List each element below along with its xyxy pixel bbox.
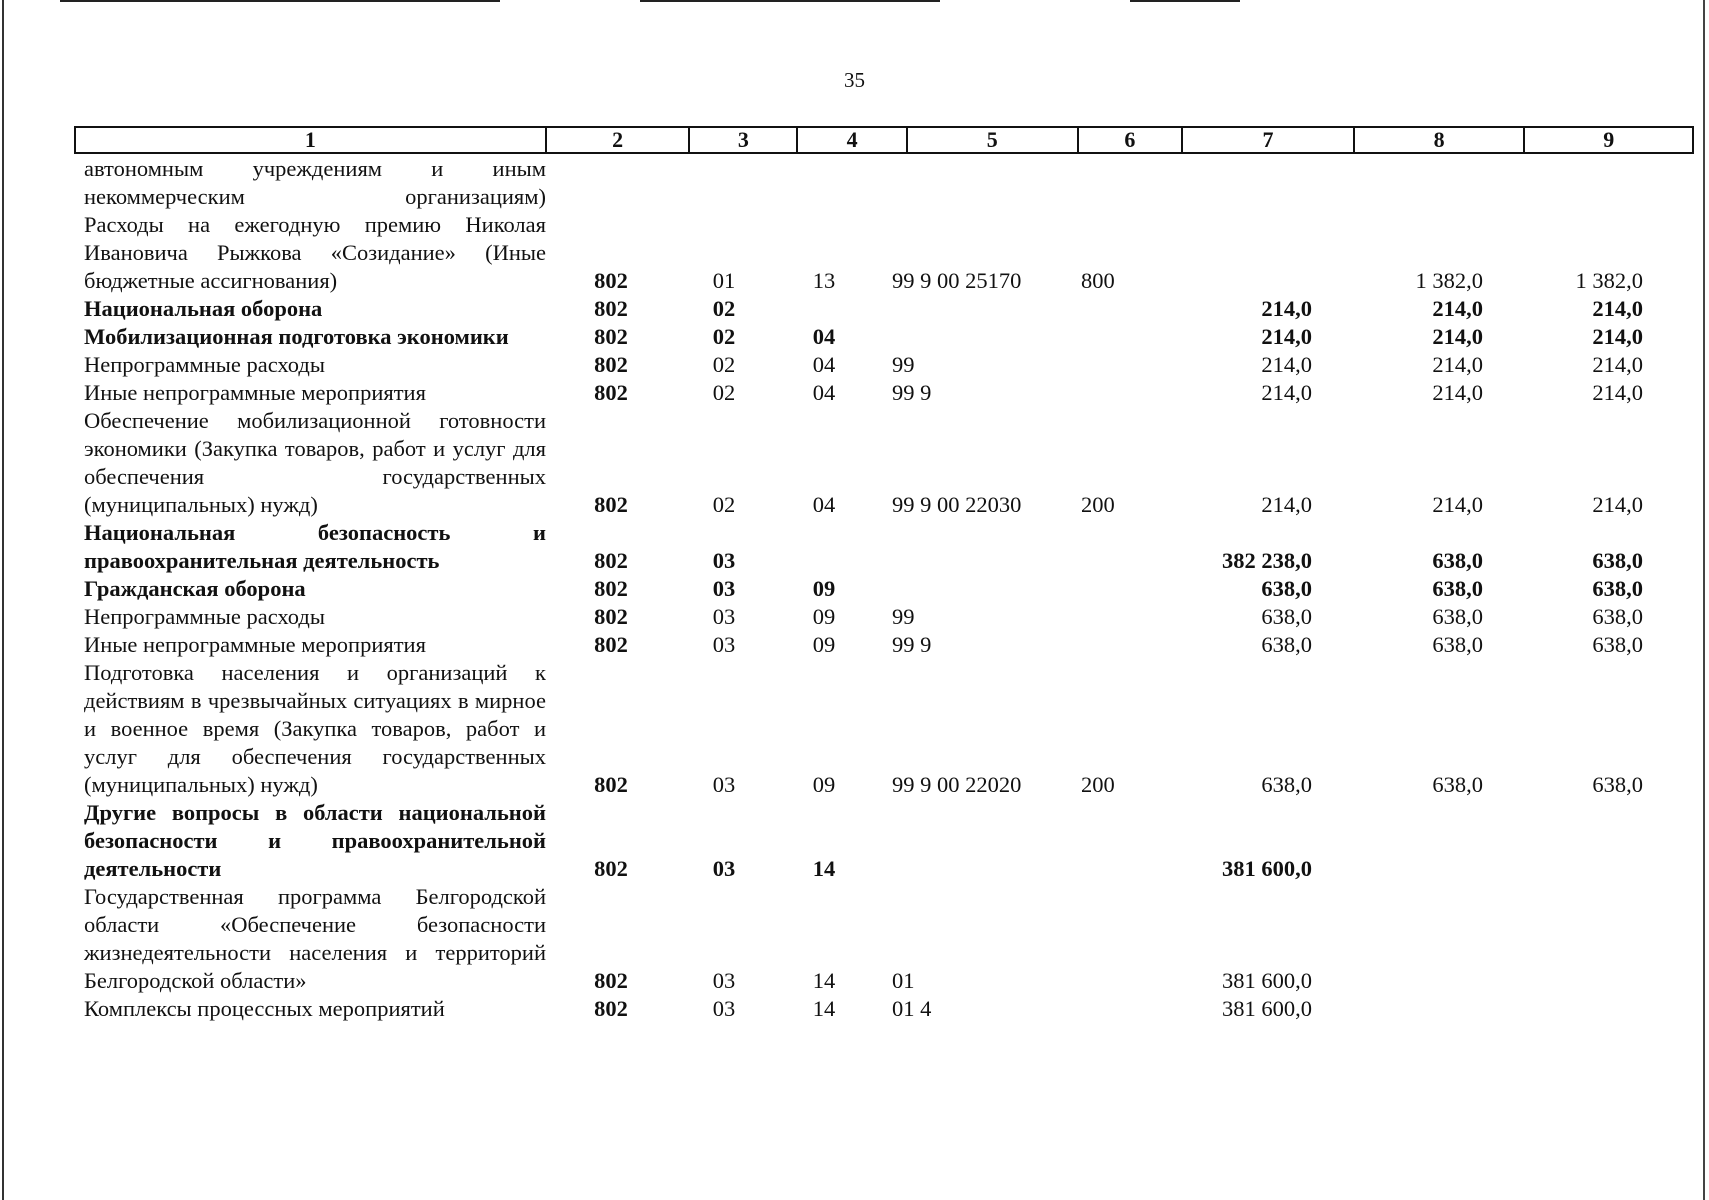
cell-amount-year3: 638,0 (1592, 576, 1643, 601)
header-col-3: 3 (690, 128, 798, 152)
table-row (74, 211, 1694, 295)
cell-section: 02 (712, 380, 736, 405)
table-row (74, 603, 1694, 631)
row-name: Национальная безопасность и правоохранительная деятельность (84, 520, 546, 573)
cell-amount-year2: 214,0 (1432, 296, 1483, 321)
cell-ministry: 802 (594, 548, 628, 573)
cell-amount-year2: 638,0 (1432, 548, 1483, 573)
cell-amount-year2: 638,0 (1432, 576, 1483, 601)
table-row (74, 883, 1694, 995)
header-col-2: 2 (547, 128, 691, 152)
cell-section: 03 (712, 604, 736, 629)
cell-amount-year1: 638,0 (1261, 772, 1312, 797)
header-col-7: 7 (1183, 128, 1355, 152)
cell-amount-year1: 381 600,0 (1222, 968, 1312, 993)
cell-subsection: 04 (812, 352, 836, 377)
header-col-9: 9 (1603, 127, 1615, 152)
cell-subsection: 09 (812, 772, 836, 797)
cell-ministry: 802 (594, 968, 628, 993)
cell-target-article: 01 (892, 968, 915, 993)
cell-section: 02 (712, 352, 736, 377)
cell-amount-year2: 638,0 (1432, 604, 1483, 629)
cell-ministry: 802 (594, 380, 628, 405)
cell-amount-year2: 214,0 (1432, 324, 1483, 349)
cell-section: 02 (712, 492, 736, 517)
top-scan-edge (640, 0, 940, 2)
cell-ministry: 802 (594, 492, 628, 517)
table-row (74, 379, 1694, 407)
cell-section: 03 (712, 856, 736, 881)
cell-target-article: 01 4 (892, 996, 932, 1021)
cell-section: 02 (712, 296, 736, 321)
cell-amount-year2: 214,0 (1432, 380, 1483, 405)
row-name: Государственная программа Белгородской области «Обеспечение безопасности жизнедеятельности населения и территорий Белгородской области» (84, 884, 546, 993)
row-name: автономным учреждениям и иным некоммерческим организациям) (84, 156, 546, 209)
cell-amount-year3: 214,0 (1592, 296, 1643, 321)
table-row (74, 519, 1694, 575)
cell-subsection: 14 (812, 968, 836, 993)
header-col-5: 5 (908, 128, 1079, 152)
cell-expense-type: 200 (1081, 492, 1115, 517)
cell-subsection: 09 (812, 604, 836, 629)
table-row (74, 407, 1694, 519)
cell-ministry: 802 (594, 324, 628, 349)
table-row (74, 575, 1694, 603)
cell-amount-year3: 638,0 (1592, 632, 1643, 657)
cell-ministry: 802 (594, 268, 628, 293)
table-row (74, 659, 1694, 799)
cell-amount-year1: 638,0 (1261, 632, 1312, 657)
cell-amount-year1: 214,0 (1261, 296, 1312, 321)
cell-subsection: 04 (812, 492, 836, 517)
header-col-4: 4 (798, 128, 908, 152)
left-scan-edge (2, 0, 4, 1200)
table-row (74, 323, 1694, 351)
cell-ministry: 802 (594, 296, 628, 321)
cell-ministry: 802 (594, 856, 628, 881)
row-name: Непрограммные расходы (84, 604, 325, 629)
top-scan-edge (60, 0, 500, 2)
page-number: 35 (844, 68, 865, 92)
cell-amount-year1: 382 238,0 (1222, 548, 1312, 573)
cell-amount-year1: 638,0 (1261, 604, 1312, 629)
cell-amount-year2: 214,0 (1432, 492, 1483, 517)
cell-expense-type: 200 (1081, 772, 1115, 797)
cell-section: 02 (712, 324, 736, 349)
cell-amount-year1: 214,0 (1261, 380, 1312, 405)
cell-amount-year3: 638,0 (1592, 772, 1643, 797)
cell-amount-year1: 381 600,0 (1222, 856, 1312, 881)
cell-section: 03 (712, 632, 736, 657)
cell-target-article: 99 9 00 22020 (892, 772, 1022, 797)
cell-subsection: 04 (812, 324, 836, 349)
cell-target-article: 99 9 (892, 380, 932, 405)
row-name: Иные непрограммные мероприятия (84, 380, 426, 405)
cell-amount-year2: 214,0 (1432, 352, 1483, 377)
cell-section: 03 (712, 996, 736, 1021)
cell-subsection: 09 (812, 576, 836, 601)
cell-amount-year3: 638,0 (1592, 604, 1643, 629)
cell-ministry: 802 (594, 996, 628, 1021)
cell-subsection: 04 (812, 380, 836, 405)
cell-subsection: 14 (812, 996, 836, 1021)
top-scan-edge (1130, 0, 1240, 2)
row-name: Непрограммные расходы (84, 352, 325, 377)
cell-amount-year1: 214,0 (1261, 352, 1312, 377)
table-row (74, 155, 1694, 211)
right-scan-edge (1703, 0, 1705, 1200)
cell-amount-year3: 214,0 (1592, 492, 1643, 517)
cell-target-article: 99 (892, 604, 915, 629)
cell-amount-year1: 214,0 (1261, 324, 1312, 349)
row-name: Мобилизационная подготовка экономики (84, 324, 509, 349)
cell-ministry: 802 (594, 604, 628, 629)
row-name: Расходы на ежегодную премию Николая Ивановича Рыжкова «Созидание» (Иные бюджетные ассигнования) (84, 212, 546, 293)
row-name: Комплексы процессных мероприятий (84, 996, 445, 1021)
cell-amount-year3: 214,0 (1592, 352, 1643, 377)
cell-amount-year1: 381 600,0 (1222, 996, 1312, 1021)
cell-ministry: 802 (594, 632, 628, 657)
cell-target-article: 99 9 (892, 632, 932, 657)
header-col-8: 8 (1355, 128, 1526, 152)
table-row (74, 351, 1694, 379)
cell-amount-year2: 638,0 (1432, 772, 1483, 797)
row-name: Гражданская оборона (84, 576, 306, 601)
cell-section: 01 (712, 268, 736, 293)
cell-ministry: 802 (594, 352, 628, 377)
cell-subsection: 09 (812, 632, 836, 657)
table-header (74, 126, 1694, 154)
cell-amount-year3: 214,0 (1592, 324, 1643, 349)
table-row (74, 995, 1694, 1023)
cell-ministry: 802 (594, 772, 628, 797)
cell-subsection: 13 (812, 268, 836, 293)
row-name: Подготовка населения и организаций к действиям в чрезвычайных ситуациях в мирное и военное время (Закупка товаров, работ и услуг для обеспечения государственных (муниципальных) нужд) (84, 660, 546, 797)
cell-amount-year1: 638,0 (1261, 576, 1312, 601)
budget-table-body (74, 155, 1694, 1023)
cell-amount-year1: 214,0 (1261, 492, 1312, 517)
cell-section: 03 (712, 772, 736, 797)
cell-target-article: 99 9 00 25170 (892, 268, 1022, 293)
cell-ministry: 802 (594, 576, 628, 601)
cell-section: 03 (712, 548, 736, 573)
table-row (74, 799, 1694, 883)
cell-target-article: 99 9 00 22030 (892, 492, 1022, 517)
cell-amount-year2: 1 382,0 (1415, 268, 1483, 293)
cell-amount-year3: 214,0 (1592, 380, 1643, 405)
cell-section: 03 (712, 576, 736, 601)
cell-amount-year2: 638,0 (1432, 632, 1483, 657)
header-col-6: 6 (1079, 128, 1184, 152)
cell-amount-year3: 1 382,0 (1575, 268, 1643, 293)
row-name: Другие вопросы в области национальной безопасности и правоохранительной деятельности (84, 800, 546, 881)
table-row (74, 295, 1694, 323)
cell-subsection: 14 (812, 856, 836, 881)
cell-section: 03 (712, 968, 736, 993)
row-name: Обеспечение мобилизационной готовности экономики (Закупка товаров, работ и услуг для обеспечения государственных (муниципальных) нужд) (84, 408, 546, 517)
cell-target-article: 99 (892, 352, 915, 377)
header-col-1: 1 (76, 128, 547, 152)
row-name: Национальная оборона (84, 296, 323, 321)
table-row (74, 631, 1694, 659)
cell-expense-type: 800 (1081, 268, 1115, 293)
cell-amount-year3: 638,0 (1592, 548, 1643, 573)
row-name: Иные непрограммные мероприятия (84, 632, 426, 657)
